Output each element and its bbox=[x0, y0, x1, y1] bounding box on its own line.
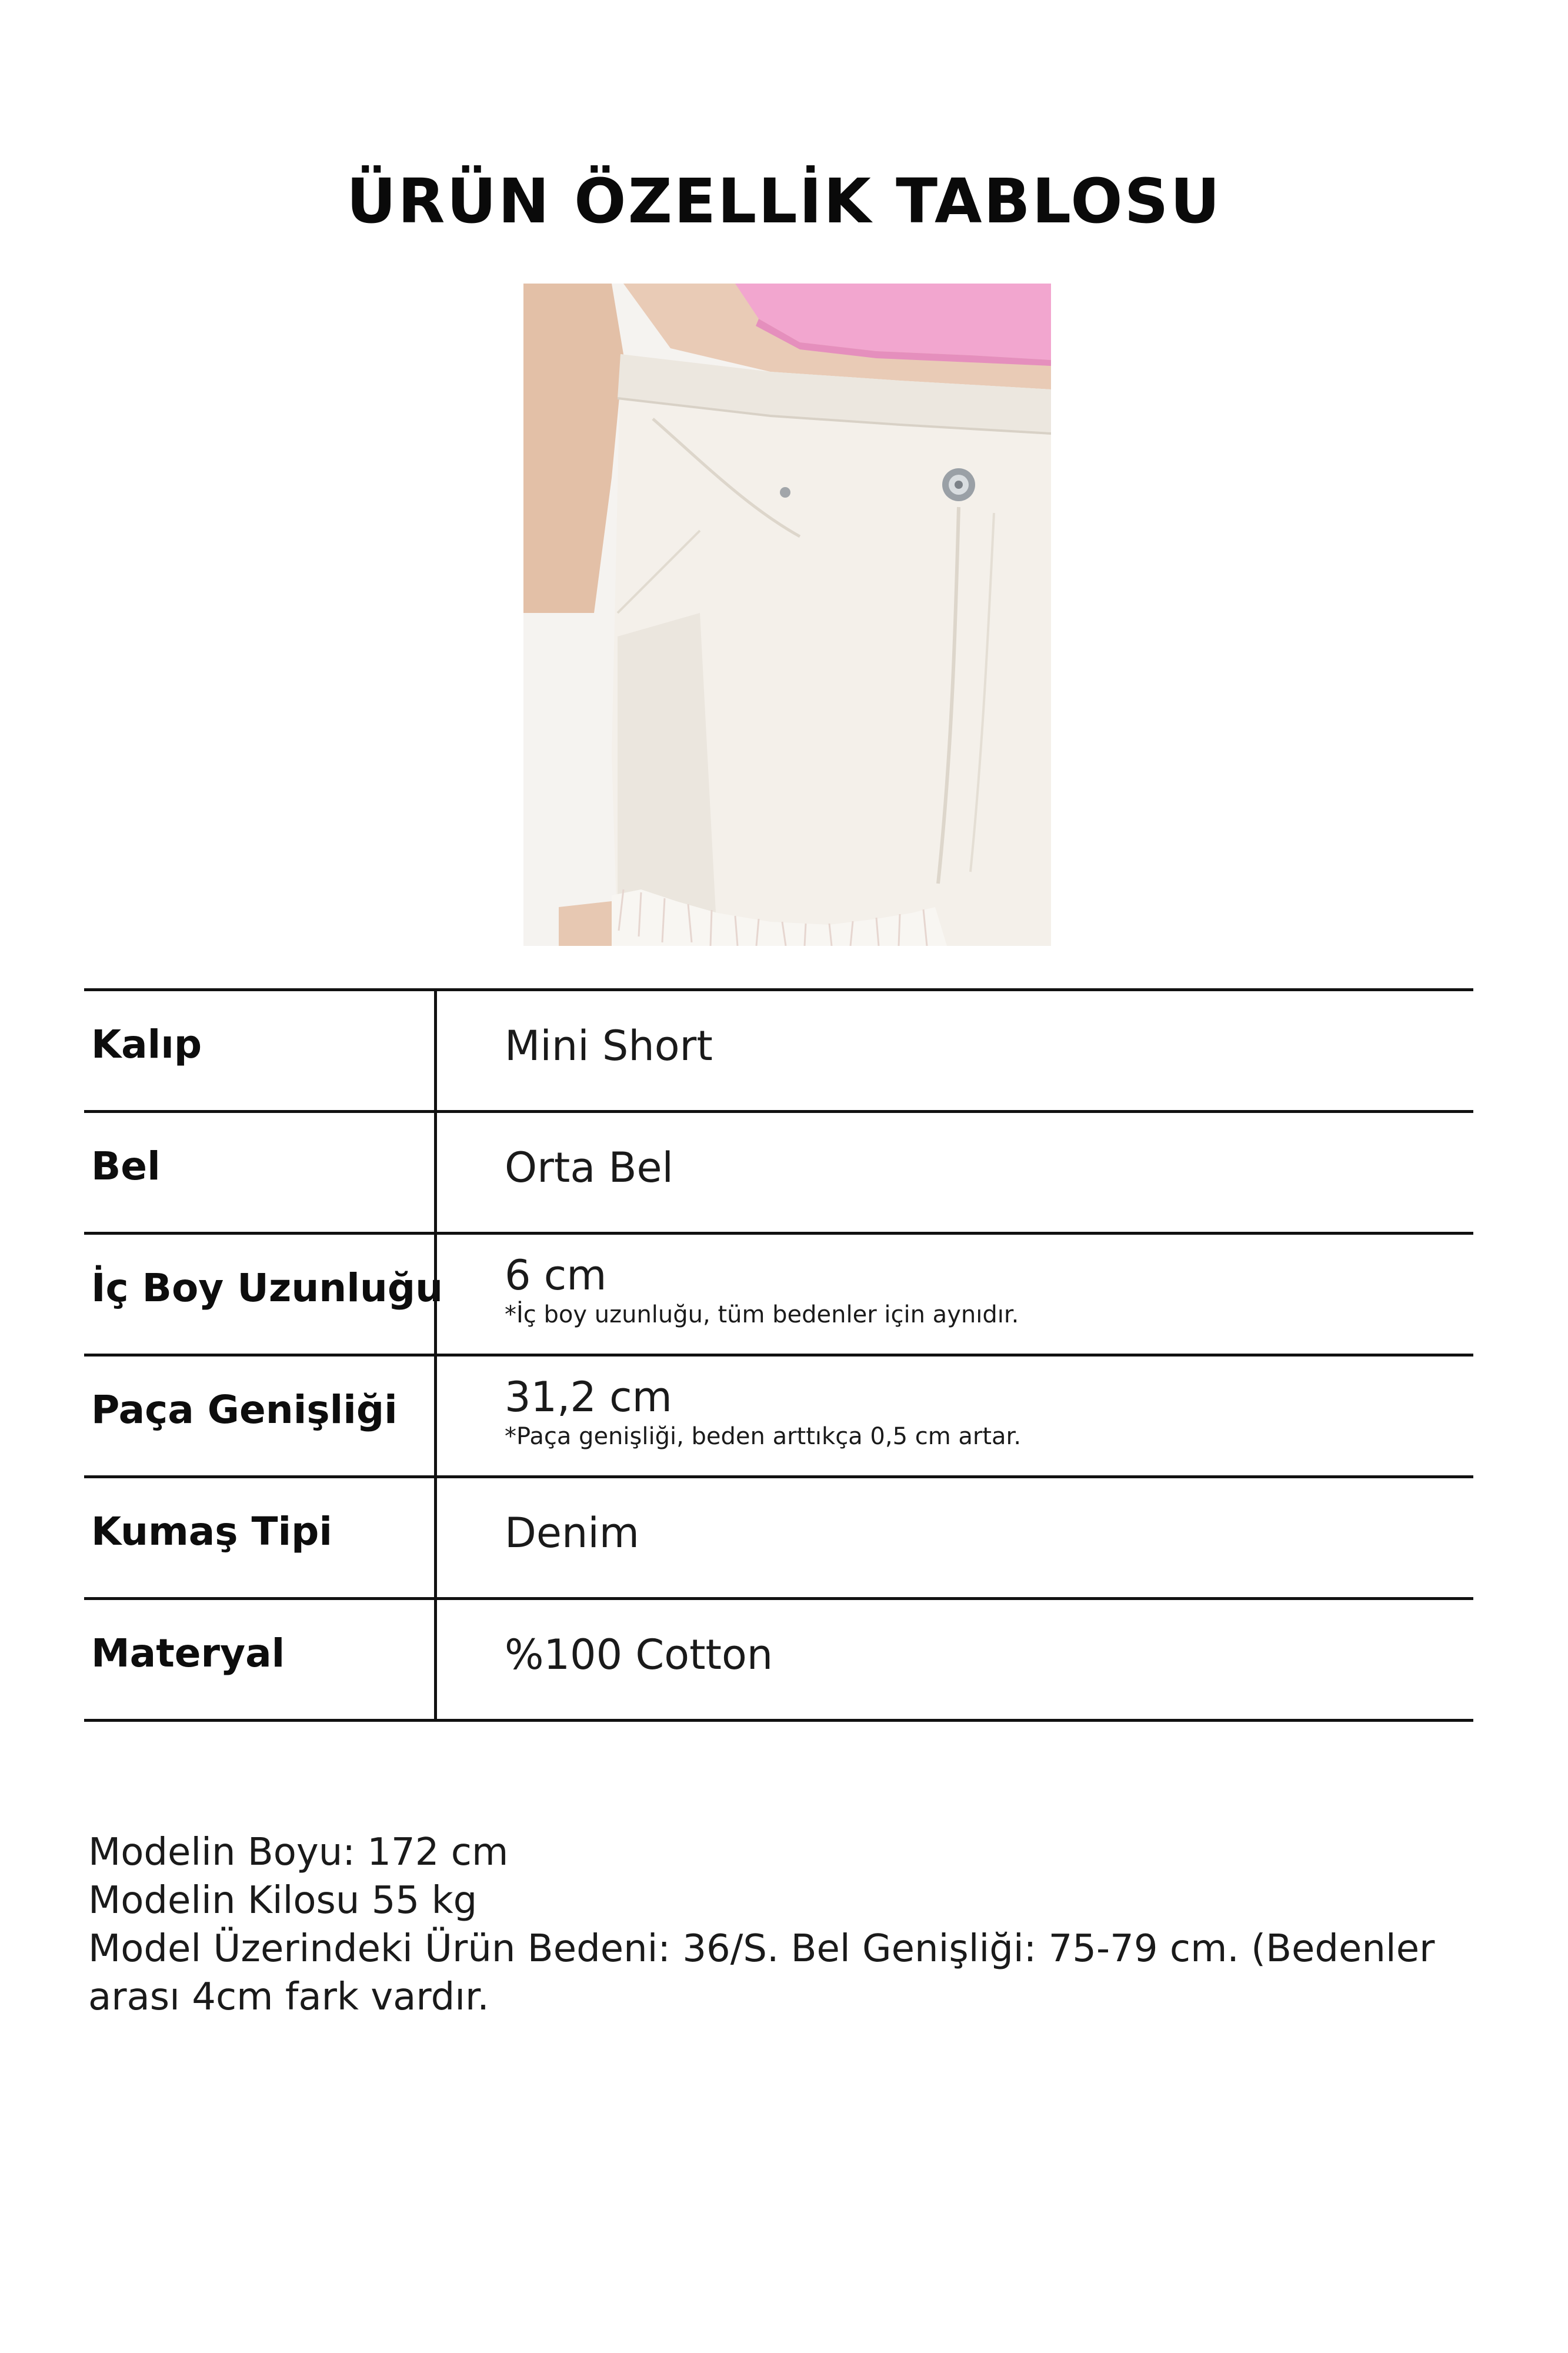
spec-label: İç Boy Uzunluğu bbox=[91, 1265, 443, 1311]
spec-label: Kalıp bbox=[91, 1022, 202, 1067]
spec-value: 6 cm bbox=[505, 1251, 607, 1299]
model-height: Modelin Boyu: 172 cm bbox=[88, 1831, 509, 1874]
column-divider bbox=[434, 1113, 437, 1232]
column-divider bbox=[434, 1600, 437, 1719]
column-divider bbox=[434, 1478, 437, 1597]
model-weight: Modelin Kilosu 55 kg bbox=[88, 1879, 478, 1922]
spec-label: Bel bbox=[91, 1144, 161, 1189]
page-title: ÜRÜN ÖZELLİK TABLOSU bbox=[346, 165, 1222, 237]
spec-row-kumas bbox=[84, 1478, 1473, 1600]
spec-row-kalip bbox=[84, 991, 1473, 1113]
spec-row-paca bbox=[84, 1357, 1473, 1478]
spec-table bbox=[84, 988, 1473, 1722]
spec-row-ic-boy bbox=[84, 1235, 1473, 1357]
spec-label: Materyal bbox=[91, 1631, 285, 1676]
column-divider bbox=[434, 1235, 437, 1354]
spec-label: Kumaş Tipi bbox=[91, 1509, 333, 1554]
spec-value: 31,2 cm bbox=[505, 1373, 672, 1421]
spec-value: Orta Bel bbox=[505, 1144, 674, 1192]
spec-value: Denim bbox=[505, 1509, 639, 1557]
spec-value: %100 Cotton bbox=[505, 1631, 773, 1679]
spec-note: *İç boy uzunluğu, tüm bedenler için aynıdır. bbox=[505, 1301, 1019, 1328]
spec-row-materyal bbox=[84, 1600, 1473, 1722]
spec-value: Mini Short bbox=[505, 1022, 713, 1070]
model-size: Model Üzerindeki Ürün Bedeni: 36/S. Bel Genişliği: 75-79 cm. (Bedenler arası 4cm fark vardır. bbox=[88, 1927, 1435, 2019]
spec-note: *Paça genişliği, beden arttıkça 0,5 cm artar. bbox=[505, 1423, 1022, 1450]
column-divider bbox=[434, 991, 437, 1110]
spec-label: Paça Genişliği bbox=[91, 1387, 398, 1432]
model-info bbox=[88, 1828, 1459, 2021]
product-photo bbox=[523, 284, 1051, 946]
spec-row-bel bbox=[84, 1113, 1473, 1235]
column-divider bbox=[434, 1357, 437, 1475]
